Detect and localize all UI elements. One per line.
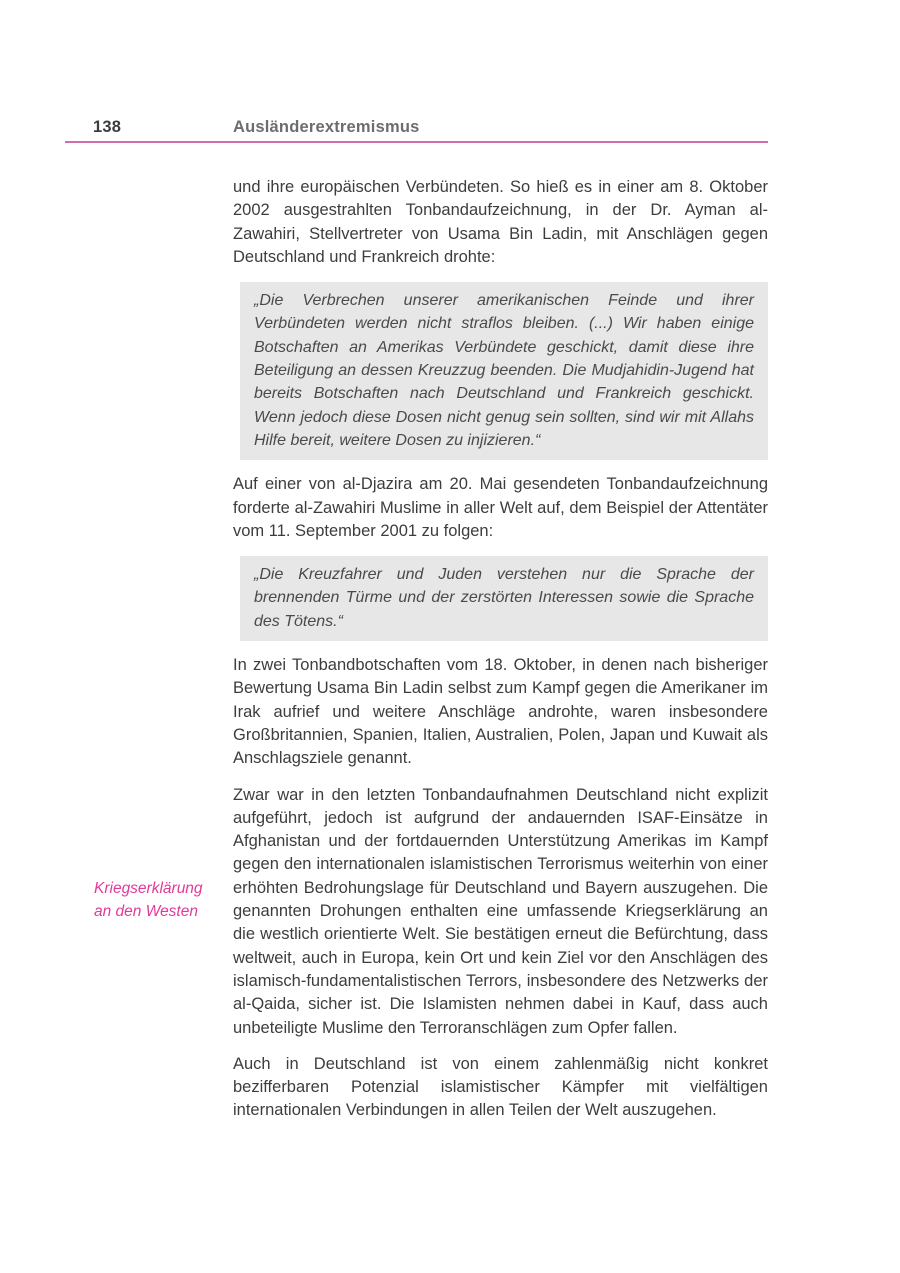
- page-number: 138: [93, 118, 122, 136]
- paragraph: Auch in Deutschland ist von einem zahlenmäßig nicht konkret bezifferbaren Potenzial islamistischer Kämpfer mit vielfältigen internationalen Verbindungen in allen Teilen der Welt auszugehen.: [233, 1054, 768, 1120]
- paragraph: Zwar war in den letzten Tonbandaufnahmen Deutschland nicht explizit aufgeführt, jedoch ist aufgrund der andauernden ISAF-Einsätze in Afghanistan und der fortdauernden Unterstützung Amerikas im Kampf gegen den internationalen islamistischen Terrorismus weiterhin von einer erhöhten Bedrohungslage für Deutschland und Bayern auszugehen. Die genannten Drohungen enthalten eine umfassende Kriegserklärung an die westlich orientierte Welt. Sie bestätigen erneut die Befürchtung, dass weltweit, auch in Europa, kein Ort und kein Ziel vor den Anschlägen des islamisch-fundamentalistischen Terrors, insbesondere des Netzwerks der al-Qaida, sicher ist. Die Islamisten nehmen dabei in Kauf, dass auch unbeteiligte Muslime den Terroranschlägen zum Opfer fallen.: [233, 785, 768, 1037]
- margin-note: Kriegserklärung an den Westen: [94, 880, 203, 920]
- text-column: [233, 176, 768, 1136]
- paragraph: und ihre europäischen Verbündeten. So hieß es in einer am 8. Oktober 2002 ausgestrahlten Tonbandaufzeichnung, in der Dr. Ayman al-Zawahiri, Stellvertreter von Usama Bin Ladin, mit Anschlägen gegen Deutschland und Frankreich drohte:: [233, 178, 768, 266]
- header-rule: [65, 141, 768, 143]
- quote-block: „Die Verbrechen unserer amerikanischen Feinde und ihrer Verbündeten werden nicht straflos bleiben. (...) Wir haben einige Botschaften an Amerikas Verbündete geschickt, damit diese ihre Beteiligung an dessen Kreuzzug beenden. Die Mudjahidin-Jugend hat bereits Botschaften nach Deutschland und Frankreich geschickt. Wenn jedoch diese Dosen nicht genug sein sollten, sind wir mit Allahs Hilfe bereit, weitere Dosen zu injizieren.“: [240, 282, 768, 460]
- quote-block: „Die Kreuzfahrer und Juden verstehen nur die Sprache der brennenden Türme und der zerstörten Interessen sowie die Sprache des Tötens.“: [240, 556, 768, 641]
- paragraph: In zwei Tonbandbotschaften vom 18. Oktober, in denen nach bisheriger Bewertung Usama Bin Ladin selbst zum Kampf gegen die Amerikaner im Irak aufrief und weitere Anschläge androhte, waren insbesondere Großbritannien, Spanien, Italien, Australien, Polen, Japan und Kuwait als Anschlagsziele genannt.: [233, 656, 768, 768]
- paragraph: Auf einer von al-Djazira am 20. Mai gesendeten Tonbandaufzeichnung forderte al-Zawahiri Muslime in aller Welt auf, dem Beispiel der Attentäter vom 11. September 2001 zu folgen:: [233, 475, 768, 540]
- section-title: Ausländerextremismus: [233, 118, 420, 136]
